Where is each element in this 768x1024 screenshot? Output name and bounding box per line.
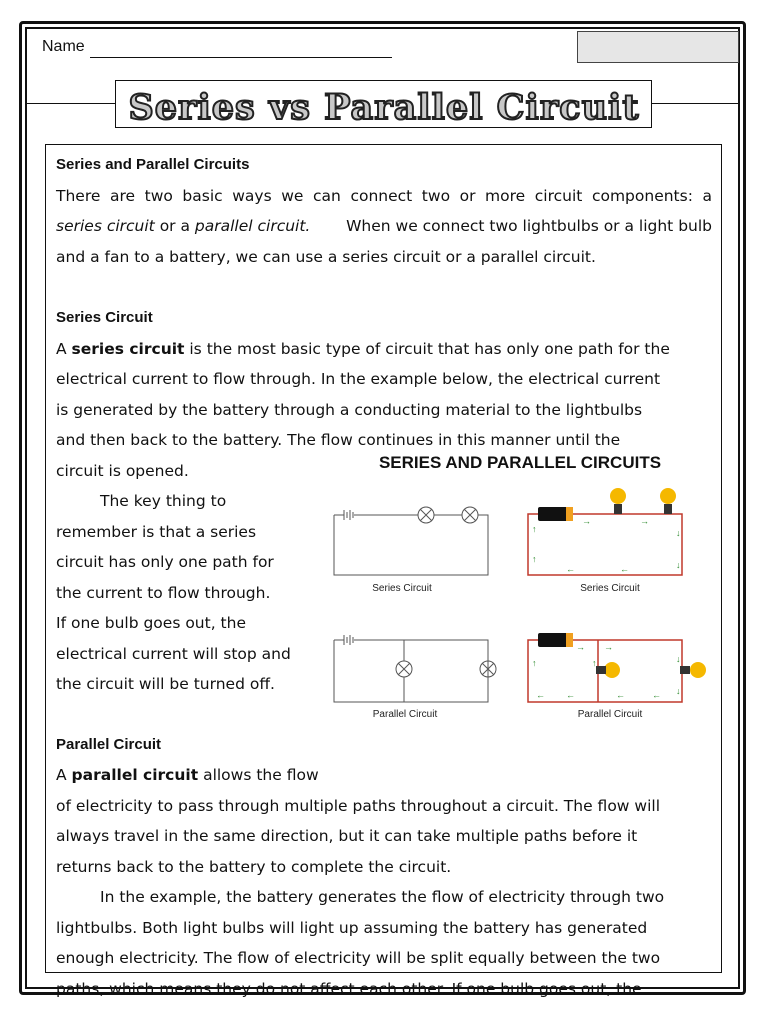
title-banner [115,80,652,128]
title-rule-right [652,103,739,104]
intro-heading: Series and Parallel Circuits [56,156,250,173]
svg-text:↓: ↓ [676,686,681,696]
lightbulb-icon [660,488,676,504]
series-schematic [334,507,488,575]
svg-text:↓: ↓ [676,528,681,538]
svg-text:←: ← [536,690,545,700]
term-series-circuit-bold: series circuit [71,339,185,358]
svg-text:↑: ↑ [532,554,537,564]
series-paragraph-2: The key thing to remember is that a series circuit has only one path for the current to flow through. If one bulb goes out, the electrical current will stop and the circuit will be turned off. [56,492,291,693]
svg-text:↓: ↓ [676,560,681,570]
svg-text:←: ← [652,690,661,700]
term-parallel-circuit: parallel circuit. [194,217,311,235]
lightbulb-icon [690,662,706,678]
parallel-schematic [334,635,496,702]
svg-text:→: → [576,642,585,652]
term-parallel-circuit-bold: parallel circuit [71,766,199,784]
svg-text:↑: ↑ [532,524,537,534]
intro-line-3: and a fan to a battery, we can use a series circuit or a parallel circuit. [56,247,596,266]
svg-text:→: → [604,642,613,652]
intro-paragraph [56,181,712,273]
grade-box [577,31,739,63]
lightbulb-icon [604,662,620,678]
parallel-heading: Parallel Circuit [56,735,162,753]
svg-text:→: → [640,516,649,526]
circuit-diagram [330,444,710,724]
lightbulb-icon [610,488,626,504]
series-schematic-label: Series Circuit [372,583,432,594]
series-heading: Series Circuit [56,309,153,326]
page-title: Series vs Parallel Circuit [128,87,640,128]
svg-text:←: ← [616,690,625,700]
series-pictorial-label: Series Circuit [580,583,640,594]
svg-text:←: ← [566,564,575,574]
parallel-pictorial [528,633,706,702]
series-paragraph-1: A series circuit is the most basic type of circuit that has only one path for the electrical current to flow through. In the example below, the electrical current is generated by the battery through a conducting material to the lightbulbs and then back to the battery. The flow continues in this manner until the circuit is opened. [56,339,670,480]
series-pictorial [528,488,682,575]
svg-text:←: ← [566,690,575,700]
parallel-paragraph-2: In the example, the battery generates the flow of electricity through two lightbulbs. Both light bulbs will light up assuming the battery has generated enough electricity. The flow of electricity will be split equally between the two paths, which means they do not affect each other. If one bulb goes out, the [56,888,665,998]
title-rule-left [27,103,115,104]
intro-line-2: series circuit or a parallel circuit. When we connect two lightbulbs or a light bulb [56,217,712,235]
svg-text:↑: ↑ [532,658,537,668]
parallel-pictorial-label: Parallel Circuit [577,709,643,720]
svg-text:↑: ↑ [592,658,597,668]
term-series-circuit: series circuit [56,217,155,235]
name-label: Name [42,38,85,55]
name-field[interactable] [90,57,392,58]
svg-text:→: → [582,516,591,526]
diagram-title: SERIES AND PARALLEL CIRCUITS [378,453,662,472]
parallel-schematic-label: Parallel Circuit [372,709,438,720]
intro-line-1: There are two basic ways we can connect two or more circuit components: a [56,186,712,205]
svg-text:←: ← [620,564,629,574]
parallel-paragraph-1: A parallel circuit allows the flow of electricity to pass through multiple paths throughout a circuit. The flow will always travel in the same direction, but it can take multiple paths before it returns back to the battery to complete the circuit. [56,766,661,876]
svg-text:↓: ↓ [676,654,681,664]
